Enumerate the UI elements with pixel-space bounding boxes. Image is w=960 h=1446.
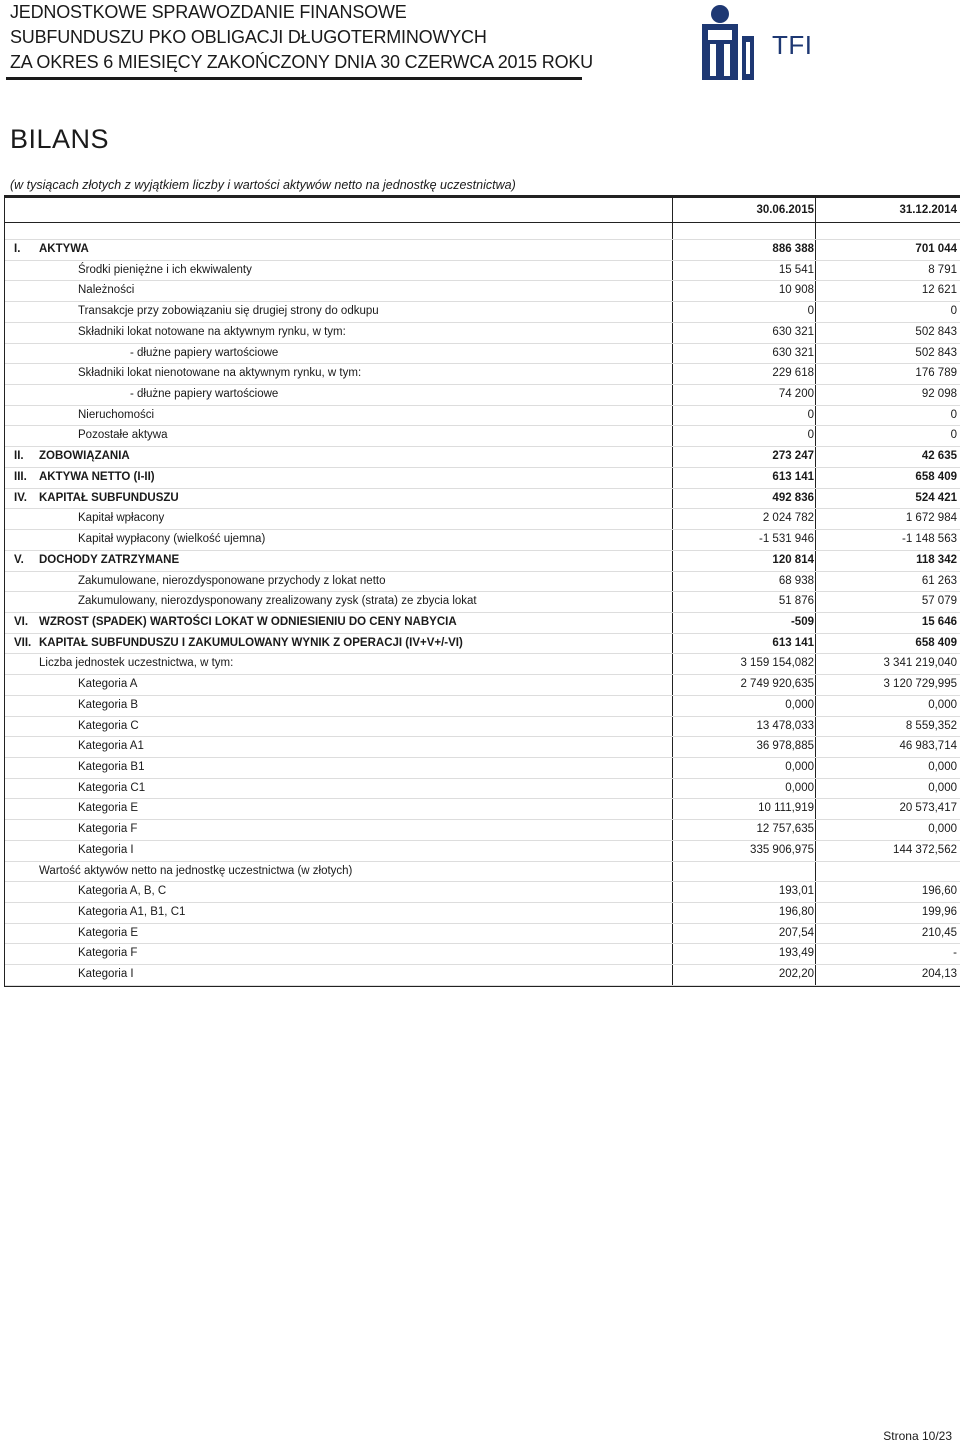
value-2014: -1 148 563 [902, 533, 957, 546]
table-row [5, 261, 960, 282]
column-header-2015: 30.06.2015 [756, 204, 814, 216]
value-2014: 658 409 [915, 470, 957, 483]
value-2015: 15 541 [778, 263, 814, 276]
row-label: Kategoria F [78, 947, 138, 960]
value-2014: - [953, 947, 957, 960]
value-2014: 196,60 [921, 885, 957, 898]
value-2015: 207,54 [778, 926, 814, 939]
table-row [5, 530, 960, 551]
header-rule [6, 77, 582, 80]
value-2014: 0 [950, 429, 957, 442]
row-label: Kategoria I [78, 843, 134, 856]
table-row [5, 406, 960, 427]
value-2015: 273 247 [772, 450, 814, 463]
row-label: AKTYWA [39, 243, 89, 255]
value-2015: 229 618 [772, 367, 814, 380]
table-row [5, 862, 960, 883]
row-label: Kategoria B [78, 698, 139, 711]
value-2015: 10 908 [778, 284, 814, 297]
value-2015: 0 [807, 408, 814, 421]
header-line-2: SUBFUNDUSZU PKO OBLIGACJI DŁUGOTERMINOWYCH [10, 27, 487, 47]
value-2014: 3 341 219,040 [883, 657, 957, 670]
table-row [5, 841, 960, 862]
value-2015: 68 938 [778, 574, 814, 587]
row-label: - dłużne papiery wartościowe [130, 346, 279, 359]
table-row [5, 468, 960, 489]
row-label: Kategoria C [78, 719, 139, 732]
page-number: Strona 10/23 [883, 1429, 952, 1443]
row-label: ZOBOWIĄZANIA [39, 450, 130, 463]
table-row [5, 447, 960, 468]
value-2014: 0,000 [928, 781, 957, 794]
value-2014: 61 263 [921, 574, 957, 587]
value-2014: 42 635 [921, 450, 957, 463]
value-2014: 92 098 [921, 388, 957, 401]
value-2015: 886 388 [772, 243, 814, 255]
value-2014: 118 342 [916, 553, 957, 566]
row-number: VII. [14, 636, 32, 649]
value-2015: 51 876 [778, 595, 814, 608]
value-2015: 2 024 782 [762, 512, 814, 525]
table-row [5, 489, 960, 510]
row-label: Transakcje przy zobowiązaniu się drugiej strony do odkupu [78, 305, 379, 318]
row-label: Kategoria A [78, 678, 138, 691]
value-2014: 210,45 [921, 926, 957, 939]
page-title: BILANS [10, 124, 110, 154]
column-header-2014: 31.12.2014 [899, 204, 957, 216]
value-2014: 701 044 [915, 243, 957, 255]
value-2014: 0 [950, 408, 957, 421]
value-2015: 120 814 [772, 553, 814, 566]
value-2015: 492 836 [772, 491, 814, 504]
table-row [5, 592, 960, 613]
table-row [5, 903, 960, 924]
header-line-3: ZA OKRES 6 MIESIĘCY ZAKOŃCZONY DNIA 30 CZERWCA 2015 ROKU [10, 52, 593, 72]
row-label: KAPITAŁ SUBFUNDUSZU I ZAKUMULOWANY WYNIK Z OPERACJI (IV+V+/-VI) [39, 636, 463, 649]
value-2015: 202,20 [778, 968, 814, 981]
table-row [5, 820, 960, 841]
value-2015: -509 [790, 615, 814, 628]
value-2015: 630 321 [772, 346, 814, 359]
row-label: Zakumulowane, nierozdysponowane przychody z lokat netto [78, 574, 386, 587]
value-2014: 176 789 [915, 367, 957, 380]
row-label: Kapitał wypłacony (wielkość ujemna) [78, 533, 266, 546]
value-2014: 0 [950, 305, 957, 318]
value-2014: 502 843 [915, 325, 957, 338]
row-label: Należności [78, 284, 135, 297]
value-2014: 12 621 [921, 284, 957, 297]
table-header-row [5, 198, 960, 223]
table-row [5, 344, 960, 365]
value-2015: 0 [807, 305, 814, 318]
value-2014: 0,000 [928, 698, 957, 711]
value-2014: 46 983,714 [899, 740, 957, 753]
value-2015: 193,49 [778, 947, 814, 960]
table-row [5, 364, 960, 385]
value-2015: 74 200 [778, 388, 814, 401]
value-2014: 20 573,417 [899, 802, 957, 815]
table-row [5, 385, 960, 406]
row-number: IV. [14, 491, 28, 504]
value-2014: 8 559,352 [905, 719, 957, 732]
row-label: DOCHODY ZATRZYMANE [39, 553, 180, 566]
table-row [5, 613, 960, 634]
table-row [5, 882, 960, 903]
logo-tfi-text: TFI [772, 30, 813, 60]
value-2014: 3 120 729,995 [883, 678, 957, 691]
row-label: Składniki lokat notowane na aktywnym rynku, w tym: [78, 325, 346, 338]
table-row [5, 281, 960, 302]
row-label: Kategoria A1, B1, C1 [78, 906, 186, 918]
row-label: Kategoria E [78, 926, 139, 939]
row-label: Kategoria F [78, 823, 138, 836]
value-2015: 2 749 920,635 [740, 678, 814, 691]
value-2015: -1 531 946 [759, 533, 814, 546]
row-label: Zakumulowany, nierozdysponowany zrealizowany zysk (strata) ze zbycia lokat [78, 595, 477, 608]
row-label: Nieruchomości [78, 408, 155, 421]
row-label: Kategoria B1 [78, 760, 145, 773]
value-2015: 613 141 [772, 636, 814, 649]
value-2015: 0,000 [785, 698, 814, 711]
balance-sheet-table [4, 195, 960, 987]
table-row [5, 737, 960, 758]
table-row [5, 696, 960, 717]
value-2014: 57 079 [921, 595, 957, 608]
table-row [5, 634, 960, 655]
value-2014: 502 843 [915, 346, 957, 359]
row-label: Kategoria A1 [78, 740, 144, 753]
value-2015: 630 321 [772, 325, 814, 338]
value-2014: 658 409 [915, 636, 957, 649]
row-label: AKTYWA NETTO (I-II) [39, 470, 155, 483]
value-2014: 199,96 [921, 906, 957, 918]
table-row [5, 717, 960, 738]
report-header [10, 0, 600, 75]
value-2015: 0 [807, 429, 814, 442]
table-row [5, 323, 960, 344]
table-row [5, 426, 960, 447]
table-row [5, 551, 960, 572]
value-2015: 3 159 154,082 [740, 657, 814, 670]
table-row [5, 758, 960, 779]
row-number: II. [14, 450, 24, 463]
table-row [5, 675, 960, 696]
value-2014: 1 672 984 [905, 512, 957, 525]
table-row [5, 654, 960, 675]
table-row [5, 965, 960, 986]
value-2014: 524 421 [915, 491, 957, 504]
table-row [5, 240, 960, 261]
row-label: Pozostałe aktywa [78, 429, 168, 442]
table-row [5, 302, 960, 323]
row-label: - dłużne papiery wartościowe [130, 388, 279, 401]
row-label: Składniki lokat nienotowane na aktywnym rynku, w tym: [78, 367, 362, 380]
row-label: Kapitał wpłacony [78, 512, 165, 525]
value-2015: 0,000 [785, 781, 814, 794]
header-line-1: JEDNOSTKOWE SPRAWOZDANIE FINANSOWE [10, 2, 407, 22]
value-2014: 144 372,562 [893, 843, 957, 856]
row-label: Kategoria C1 [78, 781, 146, 794]
value-2014: 15 646 [921, 615, 957, 628]
table-body [5, 240, 960, 986]
value-2015: 193,01 [778, 885, 814, 898]
value-2014: 0,000 [928, 760, 957, 773]
value-2015: 0,000 [785, 760, 814, 773]
table-row [5, 509, 960, 530]
row-number: VI. [14, 615, 29, 628]
row-number: III. [14, 470, 27, 483]
row-number: V. [14, 553, 24, 566]
value-2014: 0,000 [928, 823, 957, 836]
value-2014: 204,13 [921, 968, 957, 981]
value-2015: 613 141 [772, 470, 814, 483]
table-row [5, 799, 960, 820]
value-2015: 36 978,885 [756, 740, 814, 753]
value-2014: 8 791 [928, 263, 957, 276]
row-label: Liczba jednostek uczestnictwa, w tym: [39, 657, 234, 670]
value-2015: 196,80 [778, 906, 814, 918]
table-row [5, 924, 960, 945]
value-2015: 13 478,033 [756, 719, 814, 732]
row-label: KAPITAŁ SUBFUNDUSZU [39, 491, 179, 504]
value-2015: 335 906,975 [750, 843, 814, 856]
row-number: I. [14, 243, 21, 255]
row-label: Kategoria I [78, 968, 134, 981]
row-label: Kategoria E [78, 802, 139, 815]
table-row [5, 572, 960, 593]
value-2015: 10 111,919 [758, 802, 814, 815]
row-label: Wartość aktywów netto na jednostkę uczestnictwa (w złotych) [39, 864, 353, 877]
value-2015: 12 757,635 [756, 823, 814, 836]
row-label: Kategoria A, B, C [78, 885, 167, 898]
spacer-row [5, 223, 960, 240]
table-row [5, 944, 960, 965]
table-row [5, 779, 960, 800]
row-label: Środki pieniężne i ich ekwiwalenty [78, 263, 252, 276]
page-subtitle: (w tysiącach złotych z wyjątkiem liczby i wartości aktywów netto na jednostkę uczestnictwa) [10, 178, 516, 192]
row-label: WZROST (SPADEK) WARTOŚCI LOKAT W ODNIESIENIU DO CENY NABYCIA [39, 615, 457, 628]
